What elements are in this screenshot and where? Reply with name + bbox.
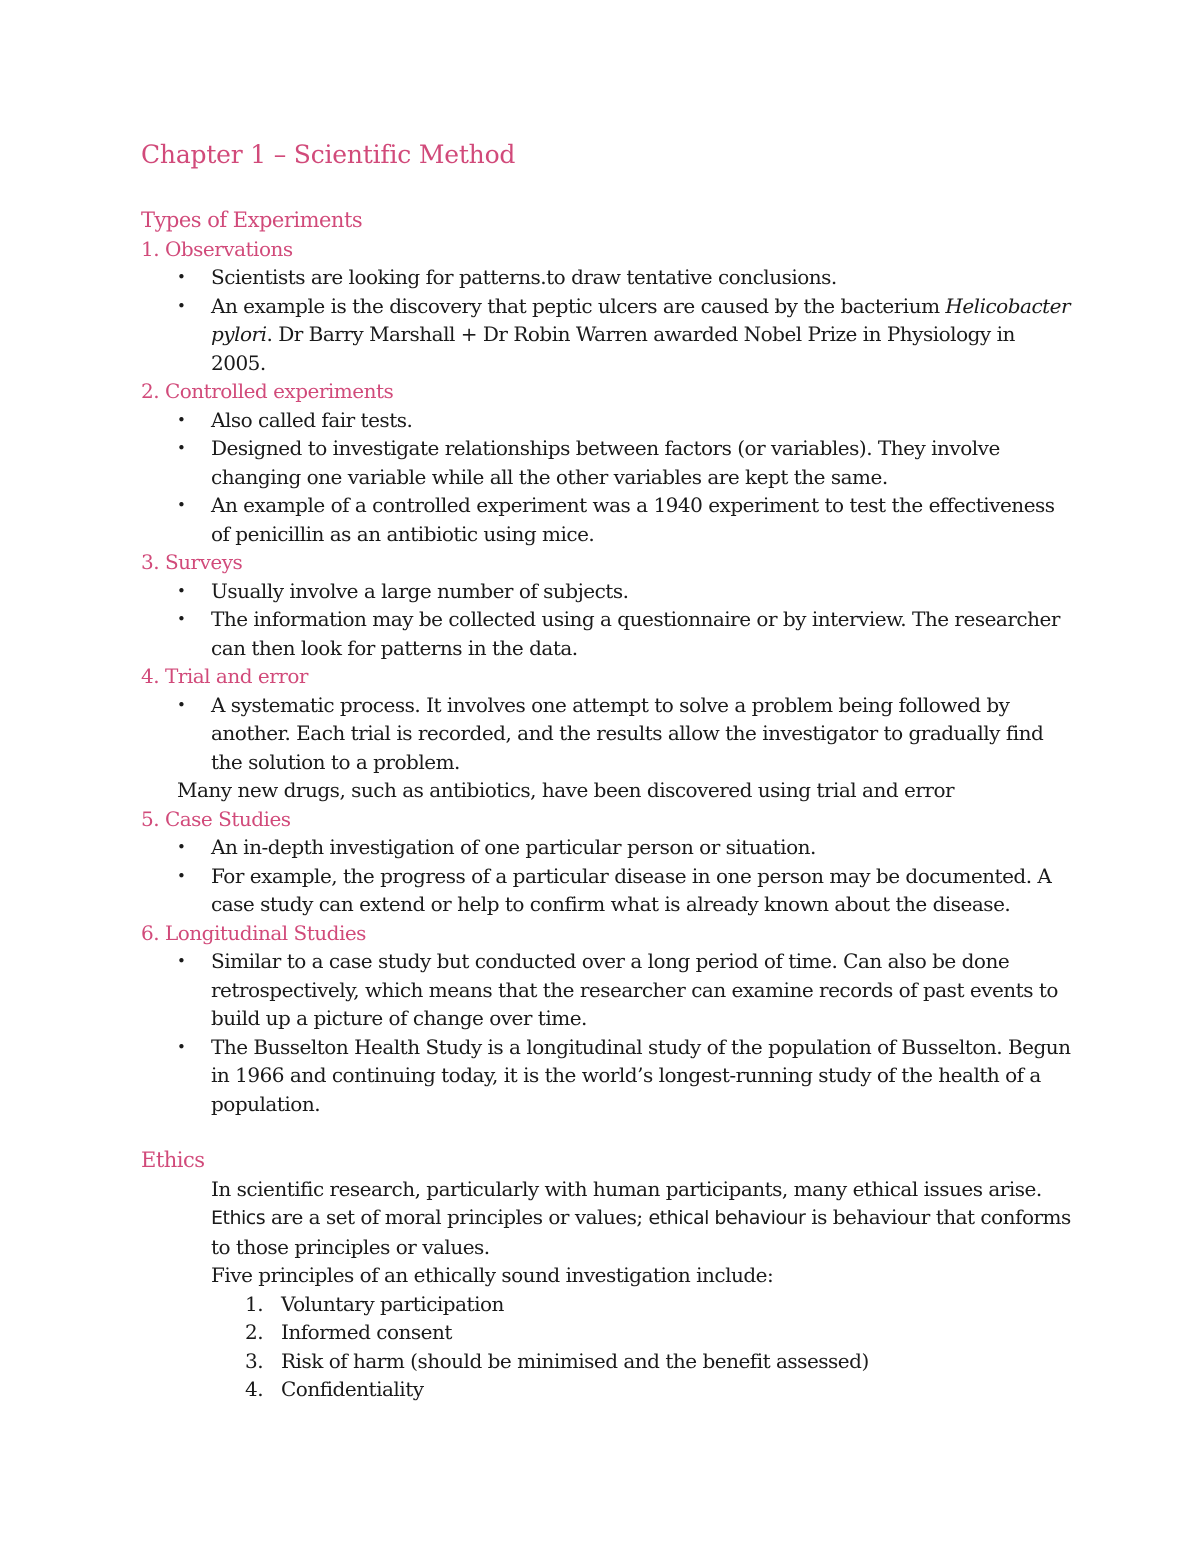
bullet-text: Similar to a case study but conducted over a long period of time. Can also be done retrospectively, which means that the researcher can examine records of past events to build up a picture of change over time.	[211, 949, 1058, 1030]
section-heading: 6. Longitudinal Studies	[141, 920, 366, 945]
list-item	[177, 263, 1071, 292]
list-item	[177, 292, 1071, 378]
list-item	[177, 1033, 1071, 1119]
principle-text: Risk of harm (should be minimised and the benefit assessed)	[281, 1348, 869, 1373]
bullet-text: Scientists are looking for patterns.to draw tentative conclusions.	[211, 265, 837, 289]
ethics-block	[211, 1175, 1071, 1290]
bullet-text: An example is the discovery that peptic ulcers are caused by the bacterium	[211, 293, 946, 318]
bullet-icon: •	[177, 952, 186, 970]
bullet-list	[141, 263, 1071, 377]
species-name: Helicobacter pylori	[211, 293, 1071, 346]
ethics-def-end: is behaviour that conforms to those principles or values.	[211, 1205, 1071, 1259]
principle-number: 4.	[245, 1377, 264, 1401]
bullet-icon: •	[177, 838, 186, 856]
bullet-icon: •	[177, 296, 186, 315]
ethics-def-mid: are a set of moral principles or values;	[265, 1205, 649, 1229]
bullet-text: . Dr Barry Marshall + Dr Robin Warren awarded Nobel Prize in Physiology in 2005.	[211, 322, 1015, 375]
bullet-text: Designed to investigate relationships between factors (or variables). They involve changing one variable while all the other variables are kept the same.	[211, 436, 1000, 489]
bullet-text: An example of a controlled experiment was a 1940 experiment to test the effectiveness of penicillin as an antibiotic using mice.	[211, 493, 1055, 546]
list-item	[177, 605, 1071, 662]
bullet-list	[141, 577, 1071, 663]
spacer	[141, 1118, 1071, 1146]
principles-list	[141, 1290, 1071, 1404]
bullet-list	[141, 947, 1071, 1118]
section-heading: 5. Case Studies	[141, 806, 291, 831]
principle-text: Voluntary participation	[281, 1291, 504, 1316]
bullet-text: For example, the progress of a particular disease in one person may be documented. A case study can extend or help to confirm what is already known about the disease.	[211, 863, 1052, 916]
list-item	[177, 691, 1071, 777]
types-heading: Types of Experiments	[141, 208, 363, 232]
section-heading: 1. Observations	[141, 236, 293, 261]
principle-text: Confidentiality	[281, 1377, 424, 1401]
bullet-text: A systematic process. It involves one attempt to solve a problem being followed by another. Each trial is recorded, and the results allow the investigator to gradually find the solution to a problem.	[211, 692, 1044, 774]
bullet-icon: •	[177, 496, 186, 514]
bullet-list	[141, 833, 1071, 919]
list-item	[177, 862, 1071, 919]
section-note: Many new drugs, such as antibiotics, have been discovered using trial and error	[177, 778, 955, 802]
bullet-text: Also called fair tests.	[211, 407, 413, 432]
principle-number: 3.	[245, 1348, 264, 1373]
principle-number: 1.	[245, 1291, 264, 1316]
principle-item	[245, 1375, 1071, 1404]
principles-intro: Five principles of an ethically sound investigation include:	[211, 1263, 774, 1287]
bullet-list	[141, 406, 1071, 549]
bullet-text: An in-depth investigation of one particular person or situation.	[211, 835, 816, 859]
bullet-text: The Busselton Health Study is a longitudinal study of the population of Busselton. Begun in 1966 and continuing today, it is the world’s longest-running study of the health of a population.	[211, 1034, 1071, 1116]
ethics-intro: In scientific research, particularly with human participants, many ethical issues arise.	[211, 1176, 1042, 1201]
bullet-list	[141, 691, 1071, 777]
list-item	[177, 434, 1071, 491]
section-heading: 4. Trial and error	[141, 664, 308, 688]
ethics-term: Ethics	[211, 1207, 266, 1229]
section-heading: 2. Controlled experiments	[141, 379, 394, 403]
list-item	[177, 947, 1071, 1033]
ethics-heading: Ethics	[141, 1148, 205, 1172]
ethics-definition	[211, 1203, 1071, 1261]
bullet-icon: •	[177, 866, 186, 885]
document-body	[141, 206, 1071, 1404]
bullet-icon: •	[177, 695, 186, 714]
list-item	[177, 406, 1071, 435]
principle-text: Informed consent	[281, 1320, 452, 1344]
bullet-icon: •	[177, 1037, 186, 1056]
bullet-icon: •	[177, 410, 186, 429]
bullet-icon: •	[177, 610, 186, 628]
principle-number: 2.	[245, 1320, 264, 1344]
section-heading: 3. Surveys	[141, 550, 243, 574]
bullet-icon: •	[177, 268, 186, 286]
list-item	[177, 833, 1071, 862]
ethical-behaviour-term: ethical behaviour	[648, 1207, 806, 1229]
bullet-icon: •	[177, 581, 186, 600]
list-item	[177, 577, 1071, 606]
bullet-text: Usually involve a large number of subjects.	[211, 578, 629, 603]
bullet-text: The information may be collected using a questionnaire or by interview. The researcher can then look for patterns in the data.	[211, 607, 1060, 660]
principle-item	[245, 1347, 1071, 1376]
chapter-title: Chapter 1 – Scientific Method	[141, 140, 516, 169]
bullet-icon: •	[177, 439, 186, 457]
principle-item	[245, 1318, 1071, 1347]
list-item	[177, 491, 1071, 548]
principle-item	[245, 1290, 1071, 1319]
sections-container	[141, 235, 1071, 1119]
